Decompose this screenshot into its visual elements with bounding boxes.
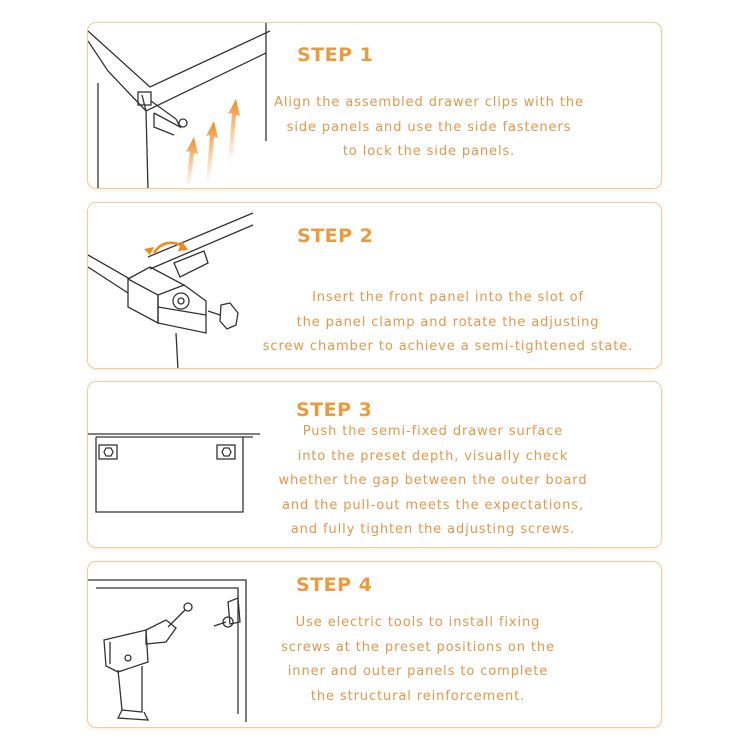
- step-2-line-1: Insert the front panel into the slot of: [312, 290, 584, 305]
- step-3-line-5: and fully tighten the adjusting screws.: [290, 522, 576, 537]
- step-4-title: STEP 4: [296, 574, 373, 596]
- step-2-card: [87, 202, 662, 369]
- step-3-line-3: whether the gap between the outer board: [278, 473, 588, 488]
- step-1-title: STEP 1: [297, 44, 374, 66]
- step-2-title: STEP 2: [297, 225, 374, 247]
- step-4-line-1: Use electric tools to install fixing: [295, 615, 541, 630]
- step-3-title: STEP 3: [296, 399, 373, 421]
- step-4-line-2: screws at the preset positions on the: [281, 639, 555, 655]
- step-4-line-3: inner and outer panels to complete: [287, 664, 549, 679]
- step-2-line-2: the panel clamp and rotate the adjusting: [296, 314, 600, 330]
- step-3-card: [87, 381, 662, 548]
- step-3-line-2: into the preset depth, visually check: [297, 448, 569, 464]
- step-3-line-4: and the pull-out meets the expectations,: [282, 497, 584, 513]
- electric-drill-illustration: [88, 562, 288, 728]
- step-3-line-1: Push the semi-fixed drawer surface: [302, 424, 564, 439]
- step-4-card: [87, 561, 662, 728]
- step-1-line-3: to lock the side panels.: [342, 144, 516, 159]
- step-1-line-1: Align the assembled drawer clips with the: [274, 95, 584, 110]
- step-1-description: [268, 91, 590, 165]
- step-2-description: [238, 286, 658, 360]
- step-1-line-2: side panels and use the side fasteners: [286, 119, 572, 135]
- step-1-card: [87, 22, 662, 189]
- step-3-description: [253, 420, 613, 543]
- step-2-line-3: screw chamber to achieve a semi-tightened state.: [262, 339, 634, 354]
- step-4-description: [268, 611, 568, 709]
- drawer-clip-alignment-illustration: [88, 23, 288, 189]
- step-4-line-4: the structural reinforcement.: [310, 688, 526, 704]
